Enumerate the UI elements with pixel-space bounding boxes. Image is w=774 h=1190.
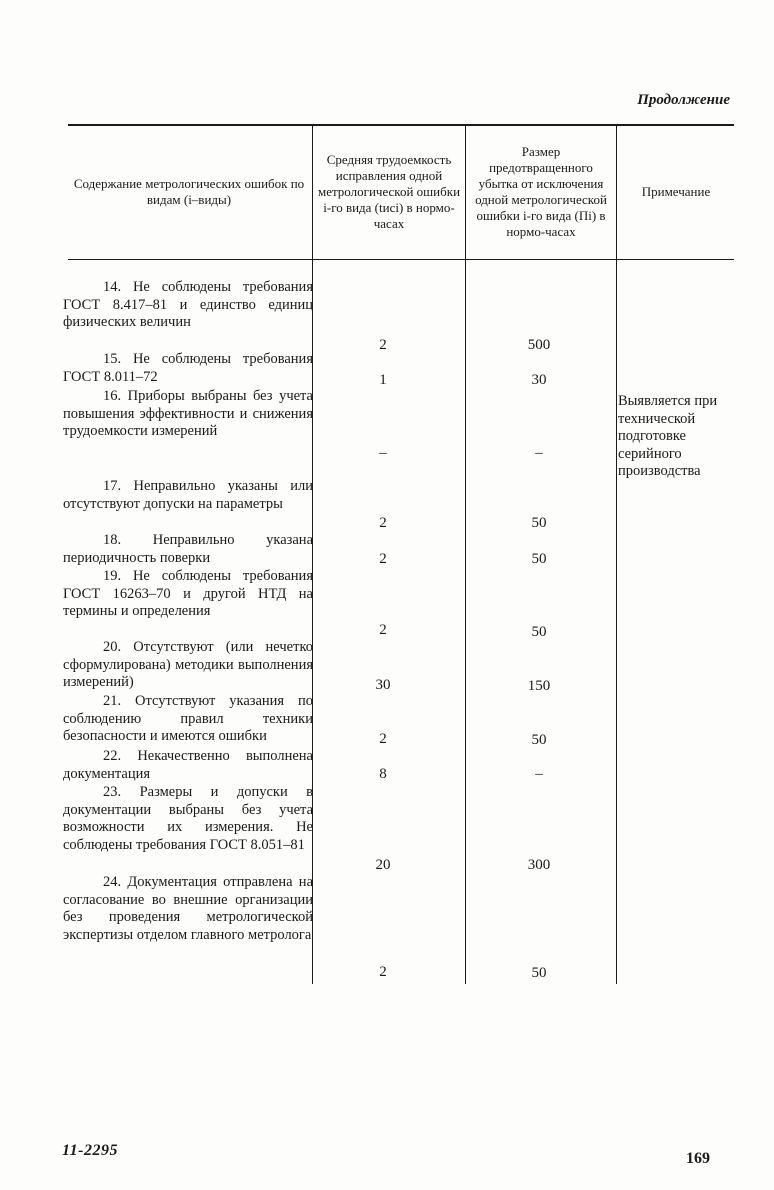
- row-14-labor: 2: [379, 337, 387, 353]
- header-note: Примечание: [641, 184, 711, 199]
- row-22-labor: 8: [379, 766, 387, 782]
- header-content: Содержание метрологических ошибок по видам (i–виды): [73, 176, 305, 207]
- row-23-text: 23. Размеры и допуски в документации выбраны без учета возможности их измерения. Не соблюдены требования ГОСТ 8.051–81: [63, 784, 313, 853]
- row-24-damage: 50: [531, 965, 547, 981]
- row-22-damage: –: [535, 766, 543, 782]
- row-15-labor: 1: [379, 372, 387, 388]
- row-23-damage: 300: [527, 857, 551, 873]
- row-21-labor: 2: [379, 731, 387, 747]
- row-19-text: 19. Не соблюдены требования ГОСТ 16263–70 и другой НТД на термины и определения: [63, 568, 313, 619]
- row-20-damage: 150: [527, 678, 551, 694]
- header-labor: Средняя трудоемкость исправления одной метрологической ошибки i-го вида (tиci) в нормо-часах: [317, 152, 461, 231]
- row-21-text: 21. Отсутствуют указания по соблюдению правил техники безопасности и имеются ошибки: [63, 693, 313, 744]
- row-19-labor: 2: [379, 622, 387, 638]
- row-18-labor: 2: [379, 551, 387, 567]
- header-damage: Размер предотвращенного убытка от исключения одной метрологической ошибки i-го вида (Пi) в нормо-часах: [475, 144, 607, 239]
- table-top-rule: [68, 124, 734, 126]
- signature-mark: 11-2295: [62, 1142, 118, 1159]
- row-14-text: 14. Не соблюдены требования ГОСТ 8.417–81 и единство единиц физических величин: [63, 279, 313, 330]
- column-divider-2: [465, 124, 466, 984]
- row-18-damage: 50: [531, 551, 547, 567]
- row-24-text: 24. Документация отправлена на согласование во внешние организации без проведения метрологической экспертизы отделом главного метролога: [63, 874, 313, 943]
- row-20-labor: 30: [375, 677, 391, 693]
- row-22-text: 22. Некачественно выполнена документация: [63, 748, 313, 782]
- row-18-text: 18. Неправильно указана периодичность поверки: [63, 532, 313, 566]
- continuation-label: Продолжение: [637, 92, 730, 108]
- row-16-labor: –: [379, 445, 387, 461]
- row-16-damage: –: [535, 445, 543, 461]
- row-23-labor: 20: [375, 857, 391, 873]
- table-header-rule: [68, 259, 734, 260]
- row-15-text: 15. Не соблюдены требования ГОСТ 8.011–72: [63, 351, 313, 385]
- row-14-damage: 500: [527, 337, 551, 353]
- page-number: 169: [686, 1150, 710, 1167]
- row-16-text: 16. Приборы выбраны без учета повышения эффективности и снижения трудоемкости измерений: [63, 388, 313, 439]
- column-divider-3: [616, 124, 617, 984]
- row-15-damage: 30: [531, 372, 547, 388]
- row-17-text: 17. Неправильно указаны или отсутствуют допуски на параметры: [63, 478, 313, 512]
- row-17-damage: 50: [531, 515, 547, 531]
- row-17-labor: 2: [379, 515, 387, 531]
- note-cell: Выявляется при технической подготовке серийного производства: [618, 393, 718, 479]
- row-19-damage: 50: [531, 624, 547, 640]
- row-20-text: 20. Отсутствуют (или нечетко сформулирована) методики выполнения измерений): [63, 639, 313, 690]
- row-21-damage: 50: [531, 732, 547, 748]
- row-24-labor: 2: [379, 964, 387, 980]
